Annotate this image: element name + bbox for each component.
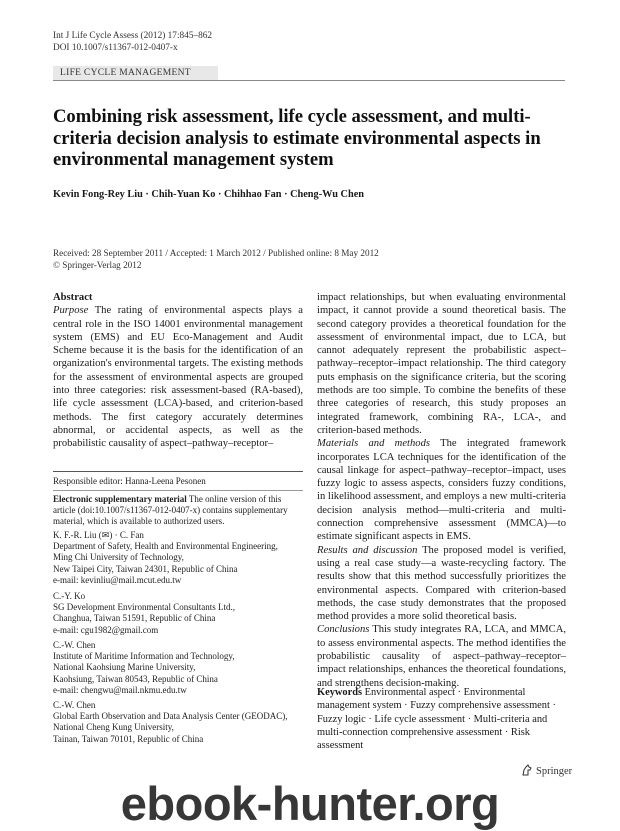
conclusions-text: This study integrates RA, LCA, and MMCA, to assess environmental aspects. The method identifies the probabilistic causality of aspect–pathway–receptor–impact relationships, enhances the theoretical foundations, and strengthens decision-making. (317, 624, 566, 689)
dates-line: Received: 28 September 2011 / Accepted: 1 March 2012 / Published online: 8 May 2012 (53, 248, 379, 258)
copyright-line: © Springer-Verlag 2012 (53, 259, 142, 270)
affiliation-line: Ming Chi University of Technology, (53, 552, 184, 563)
publication-dates (53, 248, 573, 271)
keywords-text: Environmental aspect · Environmental management system · Fuzzy comprehensive assessment · Fuzzy logic · Life cycle assessment · Multi-criteria and multi-connection comprehensive assessment · Risk assessment (317, 687, 556, 752)
affiliation-line: SG Development Environmental Consultants Ltd., (53, 602, 235, 613)
purpose-label: Purpose (53, 305, 89, 317)
affiliation-line: Global Earth Observation and Data Analysis Center (GEODAC), (53, 711, 288, 722)
abstract-heading: Abstract (53, 292, 93, 303)
methods-text: The integrated framework incorporates LCA techniques for the identification of the causal linkage for aspect–pathway–receptor–impact, uses fuzzy logic to assess aspects, considers fuzzy conditions, in likelihood assessment, and employs a new multi-criteria decision analysis method—multi-criteria and multi-connection comprehensive assessment (MMCA)—to estimate significant aspects in EMS. (317, 438, 566, 543)
journal-line: Int J Life Cycle Assess (2012) 17:845–862 (53, 31, 213, 41)
section-label: LIFE CYCLE MANAGEMENT (53, 66, 218, 80)
keywords-block (317, 686, 566, 752)
keywords-label: Keywords (317, 687, 363, 698)
abstract-left-column (53, 291, 303, 451)
affiliation-line: Kaohsiung, Taiwan 80543, Republic of China (53, 673, 218, 684)
esm-text: The online version of this article (doi:10.1007/s11367-012-0407-x) contains supplementary material, which is available to authorized users. (53, 494, 288, 526)
affiliation-names: C.-Y. Ko (53, 591, 86, 601)
abstract-results (317, 544, 566, 624)
watermark-text: ebook-hunter.org (120, 777, 500, 830)
affiliation-email: e-mail: kevinliu@mail.mcut.edu.tw (53, 574, 182, 585)
publisher-name: Springer (536, 765, 573, 777)
affiliation-names: C.-W. Chen (53, 640, 96, 650)
abstract-methods (317, 437, 566, 543)
affiliation-line: Department of Safety, Health and Environmental Engineering, (53, 541, 278, 552)
affiliation-2 (53, 591, 303, 636)
abstract-purpose (53, 304, 303, 450)
esm-label: Electronic supplementary material (53, 494, 187, 504)
doi-line: DOI 10.1007/s11367-012-0407-x (53, 42, 178, 53)
affiliation-line: National Cheng Kung University, (53, 722, 174, 733)
purpose-text-left: The rating of environmental aspects plays a central role in the ISO 14001 environmental management system (EMS) and EU Eco-Management and Audit Scheme because it is the basis for the identification of an organization's environmental targets. The existing methods for the assessment of environmental aspects are grouped into three categories: risk assessment-based (RA-based), life cycle assessment (LCA)-based, and criterion-based methods. The first category accurately determines abnormal, or accidental aspects, as well as the probabilistic causality of aspect–pathway–receptor– (53, 305, 303, 450)
affiliation-line: National Kaohsiung Marine University, (53, 662, 196, 673)
journal-citation (53, 31, 212, 54)
affiliation-line: Institute of Maritime Information and Technology, (53, 651, 235, 662)
affiliation-line: Tainan, Taiwan 70101, Republic of China (53, 733, 204, 744)
responsible-editor: Responsible editor: Hanna-Leena Pesonen (53, 476, 206, 486)
esm-note (53, 490, 303, 527)
footnote-divider (53, 471, 303, 472)
affiliation-4 (53, 700, 303, 745)
paper-title: Combining risk assessment, life cycle assessment, and multi-criteria decision analysis to estimate environmental aspects in environmental management system (53, 106, 541, 170)
conclusions-label: Conclusions (317, 624, 370, 636)
affiliation-email: e-mail: chengwu@mail.nkmu.edu.tw (53, 684, 187, 695)
affiliation-names: C.-W. Chen (53, 700, 96, 710)
affiliation-line: New Taipei City, Taiwan 24301, Republic of China (53, 563, 238, 574)
affiliation-3 (53, 640, 303, 696)
methods-label: Materials and methods (317, 438, 430, 450)
affiliation-line: Changhua, Taiwan 51591, Republic of China (53, 613, 216, 624)
author-list: Kevin Fong-Rey Liu · Chih-Yuan Ko · Chihhao Fan · Cheng-Wu Chen (53, 189, 364, 200)
section-bar (53, 66, 565, 81)
affiliation-names: K. F.-R. Liu (✉) · C. Fan (53, 530, 144, 540)
results-label: Results and discussion (317, 544, 418, 556)
abstract-conclusions (317, 623, 566, 689)
affiliation-email: e-mail: cgu1982@gmail.com (53, 624, 159, 635)
purpose-text-right: impact relationships, but when evaluating environmental impact, it cannot provide a sound theoretical basis. The second category provides a theoretical foundation for the assessment of environmental impact, due to LCA, but cannot adequately represent the probabilistic aspect–pathway–receptor–impact relationship. The third category puts emphasis on the significance criteria, but the scoring methods are too simple. To combine the benefits of these three categories of research, this study proposes an integrated framework, combining RA-, LCA-, and criterion-based methods. (317, 292, 566, 436)
results-text: The proposed model is verified, using a real case study—a waste-recycling factory. The results show that this method successfully prioritizes the environmental aspects. Compared with criterion-based methods, the case study demonstrates that the proposed method provides a more solid theoretical basis. (317, 544, 566, 623)
affiliation-1 (53, 530, 303, 586)
abstract-right-column (317, 291, 566, 690)
